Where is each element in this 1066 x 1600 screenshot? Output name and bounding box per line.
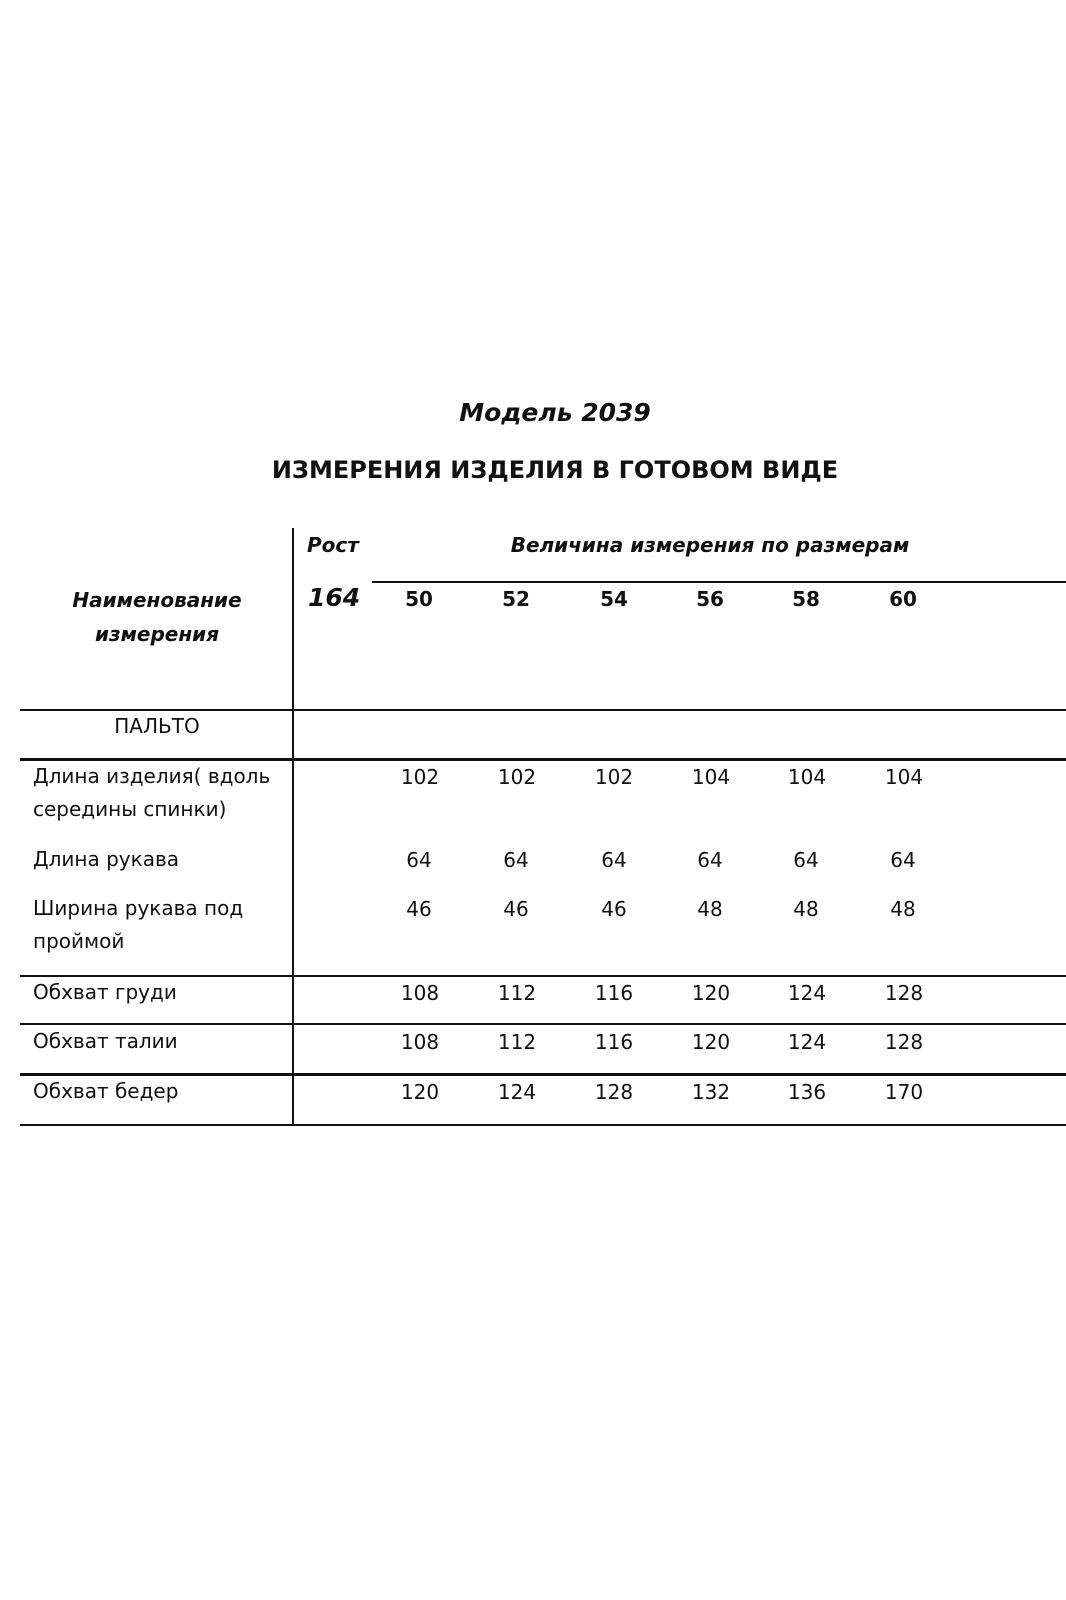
table-cell: 64 — [601, 848, 627, 872]
table-cell: 102 — [497, 765, 537, 789]
table-cell: 104 — [691, 765, 731, 789]
table-cell: 112 — [497, 1030, 537, 1054]
row-divider — [20, 975, 1066, 977]
table-cell: 64 — [793, 848, 819, 872]
table-cell: 128 — [884, 1030, 924, 1054]
table-cell: 102 — [594, 765, 634, 789]
table-cell: 48 — [890, 897, 916, 921]
table-cell: 64 — [697, 848, 723, 872]
table-cell: 124 — [497, 1080, 537, 1104]
size-header-cell: 52 — [502, 587, 530, 611]
table-cell: 120 — [691, 1030, 731, 1054]
table-cell: 64 — [503, 848, 529, 872]
table-cell: 48 — [697, 897, 723, 921]
table-cell: 116 — [594, 981, 634, 1005]
row-label: Длина изделия( вдоль середины спинки) — [33, 764, 271, 821]
table-cell: 104 — [787, 765, 827, 789]
section-label: ПАЛЬТО — [114, 714, 200, 738]
row-label: Ширина рукава под проймой — [33, 896, 244, 953]
table-cell: 46 — [601, 897, 627, 921]
document-subtitle: ИЗМЕРЕНИЯ ИЗДЕЛИЯ В ГОТОВОМ ВИДЕ — [271, 456, 839, 484]
table-cell: 64 — [406, 848, 432, 872]
table-cell: 132 — [691, 1080, 731, 1104]
table-cell: 170 — [884, 1080, 924, 1104]
table-cell: 48 — [793, 897, 819, 921]
size-header-cell: 56 — [696, 587, 724, 611]
table-bottom-border — [20, 1124, 1066, 1126]
size-header-cell: 58 — [792, 587, 820, 611]
row-divider — [20, 1023, 1066, 1025]
height-value: 164 — [308, 583, 361, 612]
size-header-cell: 54 — [600, 587, 628, 611]
table-cell: 46 — [503, 897, 529, 921]
table-cell: 116 — [594, 1030, 634, 1054]
table-cell: 120 — [691, 981, 731, 1005]
row-label: Обхват бедер — [33, 1079, 179, 1103]
header-divider — [372, 581, 1066, 583]
column-divider — [292, 528, 294, 1126]
table-cell: 64 — [890, 848, 916, 872]
table-cell: 128 — [594, 1080, 634, 1104]
table-cell: 104 — [884, 765, 924, 789]
table-cell: 108 — [400, 981, 440, 1005]
table-cell: 108 — [400, 1030, 440, 1054]
sizes-header: Величина измерения по размерам — [510, 533, 910, 557]
row-label: Обхват груди — [33, 980, 177, 1004]
row-divider — [20, 758, 1066, 761]
model-title: Модель 2039 — [459, 398, 651, 427]
table-cell: 136 — [787, 1080, 827, 1104]
table-cell: 124 — [787, 981, 827, 1005]
table-cell: 46 — [406, 897, 432, 921]
row-label: Длина рукава — [33, 847, 180, 871]
table-cell: 124 — [787, 1030, 827, 1054]
table-cell: 120 — [400, 1080, 440, 1104]
table-cell: 112 — [497, 981, 537, 1005]
table-cell: 102 — [400, 765, 440, 789]
name-column-header: Наименование измерения — [72, 588, 242, 646]
table-cell: 128 — [884, 981, 924, 1005]
row-label: Обхват талии — [33, 1029, 178, 1053]
height-label: Рост — [307, 533, 359, 557]
row-divider — [20, 709, 1066, 711]
row-divider — [20, 1073, 1066, 1076]
size-header-cell: 50 — [405, 587, 433, 611]
size-header-cell: 60 — [889, 587, 917, 611]
